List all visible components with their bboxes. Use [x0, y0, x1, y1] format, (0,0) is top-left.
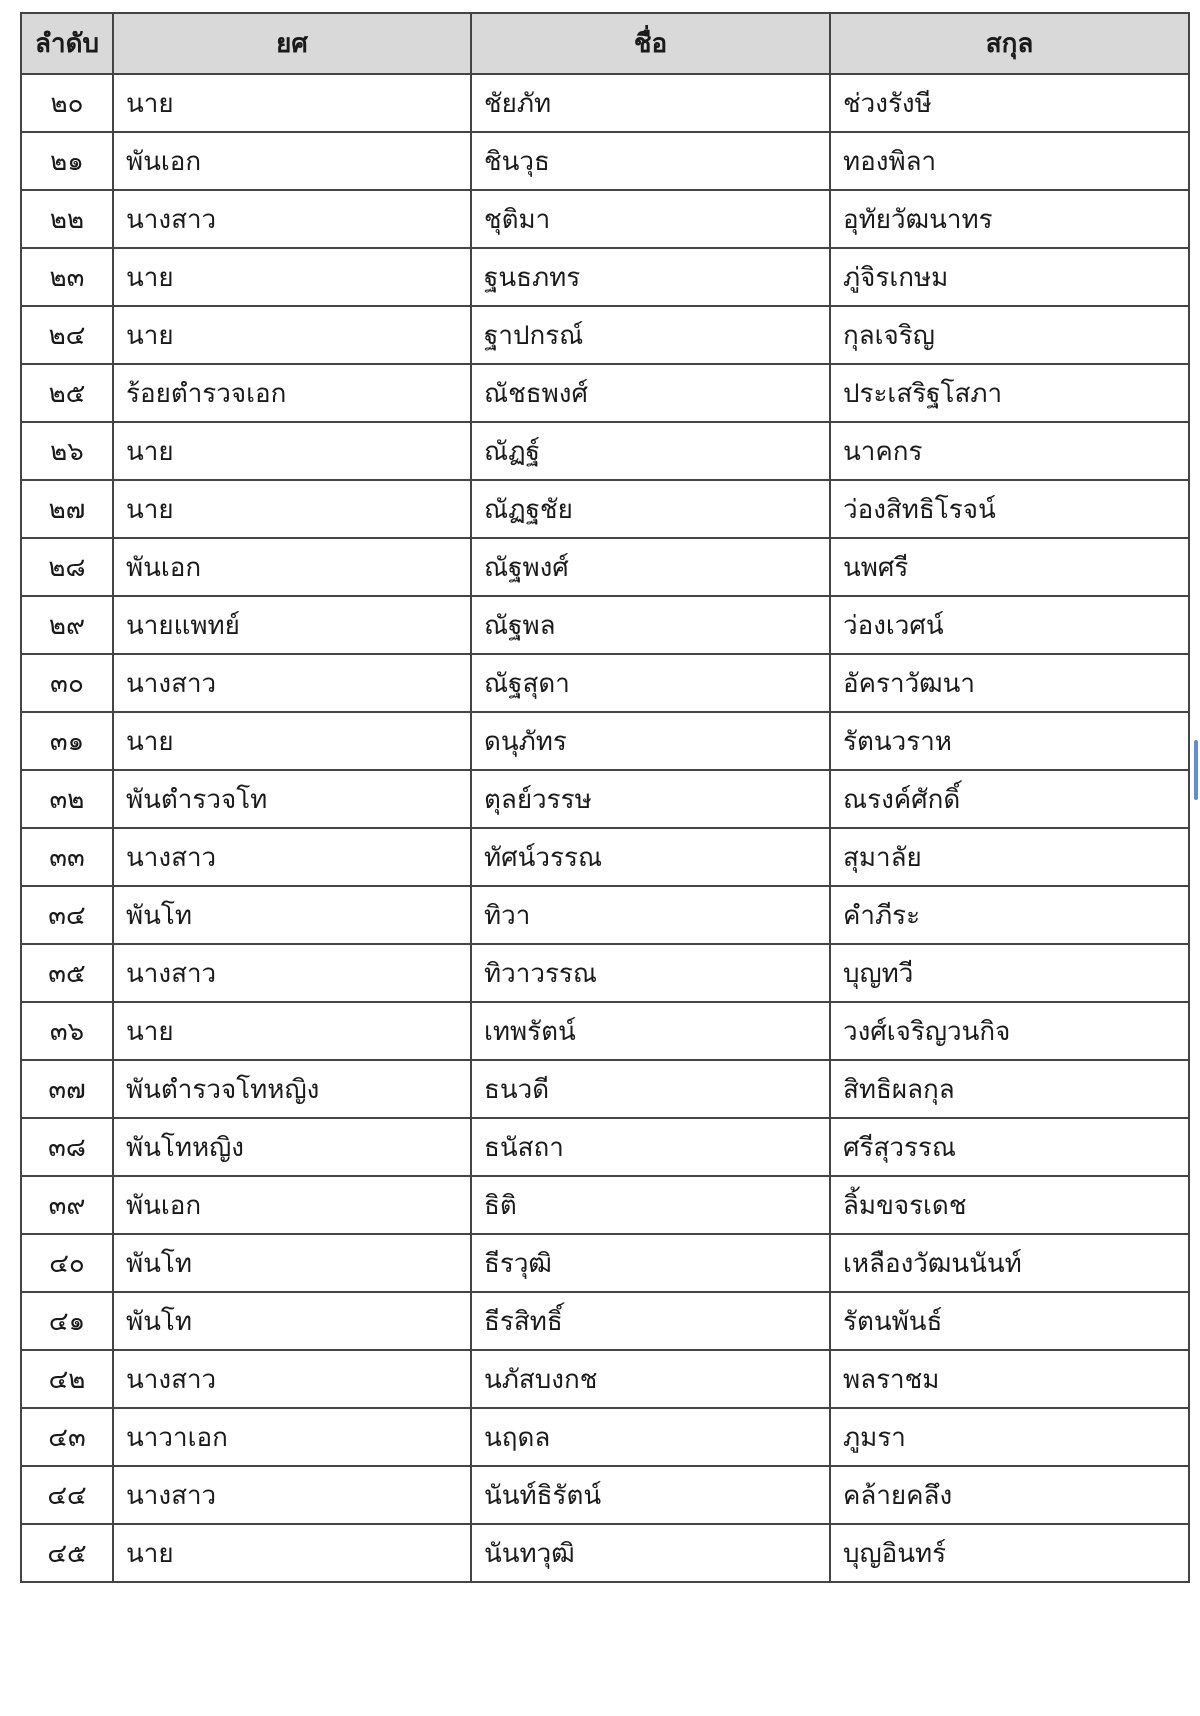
cell-first-name: ฐนธภทร	[471, 248, 830, 306]
table-row	[21, 132, 1189, 190]
cell-last-name: นพศรี	[830, 538, 1189, 596]
cell-no: ๔๓	[21, 1408, 113, 1466]
cell-rank: นาย	[113, 74, 471, 132]
edge-marker	[1194, 740, 1198, 800]
cell-last-name: ภู่จิรเกษม	[830, 248, 1189, 306]
table-row	[21, 364, 1189, 422]
cell-last-name: ว่องสิทธิโรจน์	[830, 480, 1189, 538]
cell-first-name: ทิวา	[471, 886, 830, 944]
cell-last-name: วงศ์เจริญวนกิจ	[830, 1002, 1189, 1060]
table-row	[21, 422, 1189, 480]
cell-no: ๒๔	[21, 306, 113, 364]
roster-table	[20, 12, 1190, 1583]
cell-rank: ร้อยตำรวจเอก	[113, 364, 471, 422]
cell-last-name: คล้ายคลึง	[830, 1466, 1189, 1524]
cell-rank: นาย	[113, 480, 471, 538]
cell-first-name: ธนวดี	[471, 1060, 830, 1118]
cell-first-name: ณัชธพงศ์	[471, 364, 830, 422]
cell-first-name: ณัฏฐชัย	[471, 480, 830, 538]
cell-last-name: พลราชม	[830, 1350, 1189, 1408]
cell-last-name: ณรงค์ศักดิ์	[830, 770, 1189, 828]
cell-first-name: ธีรวุฒิ	[471, 1234, 830, 1292]
cell-last-name: รัตนพันธ์	[830, 1292, 1189, 1350]
cell-rank: นางสาว	[113, 944, 471, 1002]
cell-last-name: อุทัยวัฒนาทร	[830, 190, 1189, 248]
table-row	[21, 74, 1189, 132]
cell-last-name: ภูมรา	[830, 1408, 1189, 1466]
cell-no: ๒๒	[21, 190, 113, 248]
table-row	[21, 1292, 1189, 1350]
table-row	[21, 190, 1189, 248]
cell-last-name: บุญอินทร์	[830, 1524, 1189, 1582]
cell-rank: พันโทหญิง	[113, 1118, 471, 1176]
cell-no: ๓๓	[21, 828, 113, 886]
cell-rank: พันตำรวจโทหญิง	[113, 1060, 471, 1118]
cell-rank: นาวาเอก	[113, 1408, 471, 1466]
cell-last-name: อัคราวัฒนา	[830, 654, 1189, 712]
cell-rank: นางสาว	[113, 1466, 471, 1524]
cell-rank: พันโท	[113, 1292, 471, 1350]
cell-no: ๓๒	[21, 770, 113, 828]
cell-first-name: ธนัสถา	[471, 1118, 830, 1176]
cell-rank: นาย	[113, 1002, 471, 1060]
table-row	[21, 1002, 1189, 1060]
cell-rank: นายแพทย์	[113, 596, 471, 654]
table-row	[21, 538, 1189, 596]
cell-rank: พันตำรวจโท	[113, 770, 471, 828]
cell-first-name: เทพรัตน์	[471, 1002, 830, 1060]
table-row	[21, 770, 1189, 828]
cell-last-name: ลิ้มขจรเดช	[830, 1176, 1189, 1234]
cell-no: ๔๑	[21, 1292, 113, 1350]
cell-rank: นางสาว	[113, 190, 471, 248]
cell-rank: พันเอก	[113, 538, 471, 596]
table-header	[21, 13, 1189, 74]
cell-last-name: ทองพิลา	[830, 132, 1189, 190]
cell-no: ๔๕	[21, 1524, 113, 1582]
cell-no: ๔๒	[21, 1350, 113, 1408]
cell-last-name: คำภีระ	[830, 886, 1189, 944]
cell-last-name: ศรีสุวรรณ	[830, 1118, 1189, 1176]
table-row	[21, 1176, 1189, 1234]
cell-no: ๒๕	[21, 364, 113, 422]
table-row	[21, 480, 1189, 538]
header-row	[21, 13, 1189, 74]
cell-no: ๔๐	[21, 1234, 113, 1292]
table-row	[21, 1060, 1189, 1118]
cell-last-name: กุลเจริญ	[830, 306, 1189, 364]
cell-rank: นาย	[113, 422, 471, 480]
cell-last-name: ช่วงรังษี	[830, 74, 1189, 132]
cell-rank: นาย	[113, 1524, 471, 1582]
cell-first-name: ชัยภัท	[471, 74, 830, 132]
table-row	[21, 1350, 1189, 1408]
header-rank: ยศ	[113, 13, 471, 74]
cell-no: ๓๘	[21, 1118, 113, 1176]
cell-last-name: สุมาลัย	[830, 828, 1189, 886]
cell-first-name: นันทวุฒิ	[471, 1524, 830, 1582]
table-row	[21, 1234, 1189, 1292]
cell-first-name: ธิติ	[471, 1176, 830, 1234]
cell-rank: นางสาว	[113, 1350, 471, 1408]
cell-first-name: ชินวุธ	[471, 132, 830, 190]
cell-last-name: เหลืองวัฒนนันท์	[830, 1234, 1189, 1292]
cell-last-name: ประเสริฐโสภา	[830, 364, 1189, 422]
cell-no: ๓๑	[21, 712, 113, 770]
table-row	[21, 886, 1189, 944]
cell-first-name: ณัฏฐ์	[471, 422, 830, 480]
cell-rank: นางสาว	[113, 828, 471, 886]
cell-rank: นาย	[113, 306, 471, 364]
cell-first-name: ตุลย์วรรษ	[471, 770, 830, 828]
table-row	[21, 1524, 1189, 1582]
table-row	[21, 306, 1189, 364]
cell-last-name: สิทธิผลกุล	[830, 1060, 1189, 1118]
table-row	[21, 1118, 1189, 1176]
cell-last-name: บุญทวี	[830, 944, 1189, 1002]
cell-rank: พันเอก	[113, 1176, 471, 1234]
cell-no: ๓๐	[21, 654, 113, 712]
cell-no: ๒๑	[21, 132, 113, 190]
cell-first-name: ดนุภัทร	[471, 712, 830, 770]
cell-first-name: ชุติมา	[471, 190, 830, 248]
cell-first-name: ณัฐพล	[471, 596, 830, 654]
cell-no: ๓๖	[21, 1002, 113, 1060]
cell-no: ๒๖	[21, 422, 113, 480]
cell-first-name: ณัฐพงศ์	[471, 538, 830, 596]
table-row	[21, 944, 1189, 1002]
cell-last-name: รัตนวราห	[830, 712, 1189, 770]
cell-no: ๒๐	[21, 74, 113, 132]
cell-rank: นาย	[113, 712, 471, 770]
cell-rank: นาย	[113, 248, 471, 306]
cell-first-name: นฤดล	[471, 1408, 830, 1466]
cell-no: ๓๕	[21, 944, 113, 1002]
table-row	[21, 1408, 1189, 1466]
cell-rank: พันโท	[113, 1234, 471, 1292]
document-page	[20, 12, 1188, 1583]
cell-no: ๔๔	[21, 1466, 113, 1524]
header-first-name: ชื่อ	[471, 13, 830, 74]
cell-first-name: นภัสบงกช	[471, 1350, 830, 1408]
cell-first-name: ฐาปกรณ์	[471, 306, 830, 364]
cell-no: ๓๙	[21, 1176, 113, 1234]
header-no: ลำดับ	[21, 13, 113, 74]
cell-no: ๒๘	[21, 538, 113, 596]
cell-no: ๒๓	[21, 248, 113, 306]
table-row	[21, 654, 1189, 712]
cell-first-name: ณัฐสุดา	[471, 654, 830, 712]
table-row	[21, 248, 1189, 306]
cell-first-name: ทัศน์วรรณ	[471, 828, 830, 886]
cell-first-name: ทิวาวรรณ	[471, 944, 830, 1002]
cell-first-name: ธีรสิทธิ์	[471, 1292, 830, 1350]
header-last-name: สกุล	[830, 13, 1189, 74]
cell-no: ๓๗	[21, 1060, 113, 1118]
table-row	[21, 1466, 1189, 1524]
cell-rank: พันโท	[113, 886, 471, 944]
cell-no: ๒๙	[21, 596, 113, 654]
table-row	[21, 596, 1189, 654]
table-row	[21, 828, 1189, 886]
cell-last-name: ว่องเวศน์	[830, 596, 1189, 654]
cell-no: ๓๔	[21, 886, 113, 944]
cell-last-name: นาคกร	[830, 422, 1189, 480]
table-body	[21, 74, 1189, 1582]
cell-no: ๒๗	[21, 480, 113, 538]
cell-rank: พันเอก	[113, 132, 471, 190]
table-row	[21, 712, 1189, 770]
cell-first-name: นันท์ธิรัตน์	[471, 1466, 830, 1524]
cell-rank: นางสาว	[113, 654, 471, 712]
